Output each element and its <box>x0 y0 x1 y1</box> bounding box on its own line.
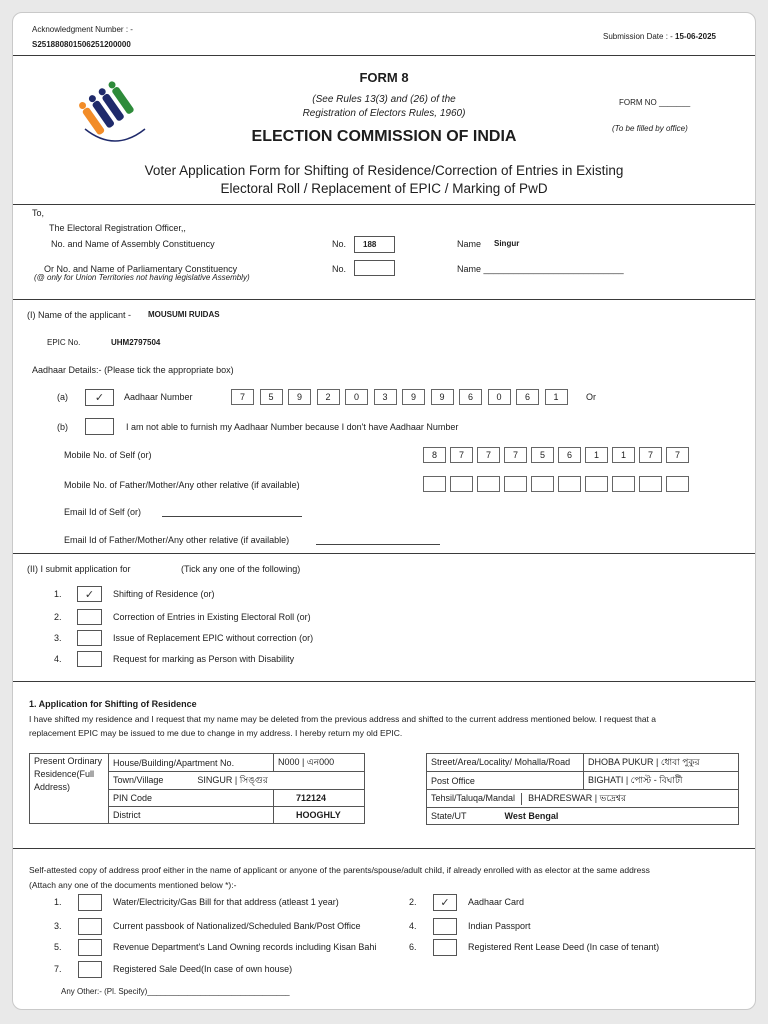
digit-cell[interactable] <box>666 476 689 492</box>
mobile-relative-label: Mobile No. of Father/Mother/Any other relative (if available) <box>64 480 300 490</box>
doc-checkbox[interactable] <box>78 961 102 978</box>
pin-value: 712124 <box>274 790 365 807</box>
doc-number: 7. <box>54 964 62 974</box>
option-a-label: (a) <box>57 392 68 402</box>
no-aadhaar-checkbox[interactable] <box>85 418 114 435</box>
digit-cell[interactable]: 1 <box>545 389 568 405</box>
form-title: FORM 8 <box>359 70 409 85</box>
present-residence-label: Present Ordinary Residence(Full Address) <box>30 754 109 824</box>
aadhaar-details-label: Aadhaar Details:- (Please tick the appropriate box) <box>32 365 234 375</box>
doc-label: Current passbook of Nationalized/Scheduled Bank/Post Office <box>113 921 361 931</box>
doc-label: Registered Sale Deed(In case of own house) <box>113 964 293 974</box>
house-value: N000 | এন000 <box>274 754 365 772</box>
digit-cell[interactable] <box>585 476 608 492</box>
digit-cell[interactable]: 7 <box>666 447 689 463</box>
proof-line1: Self-attested copy of address proof either in the name of applicant or anyone of the parents/spouse/adult child, if already enrolled with as elector at the same address <box>29 865 650 875</box>
digit-cell[interactable]: 8 <box>423 447 446 463</box>
doc-number: 3. <box>54 921 62 931</box>
epic-label: EPIC No. <box>47 338 81 347</box>
option-b-label: (b) <box>57 422 68 432</box>
epic-number: UHM2797504 <box>111 338 161 347</box>
or-label: Or <box>586 392 596 402</box>
submit-option-checkbox[interactable] <box>77 651 102 667</box>
doc-label: Registered Rent Lease Deed (In case of tenant) <box>468 942 660 952</box>
submit-heading: (II) I submit application for <box>27 564 131 574</box>
digit-cell[interactable]: 5 <box>260 389 283 405</box>
tehsil-row: Tehsil/Taluqa/Mandal BHADRESWAR | ভদ্রেশ্বর <box>427 790 739 808</box>
doc-label: Water/Electricity/Gas Bill for that address (atleast 1 year) <box>113 897 339 907</box>
doc-checkbox[interactable] <box>433 939 457 956</box>
submit-option-checkbox[interactable] <box>77 609 102 625</box>
doc-number: 6. <box>409 942 417 952</box>
to-label: To, <box>32 208 45 218</box>
subject-line2: Electoral Roll / Replacement of EPIC / Marking of PwD <box>220 181 548 196</box>
shifting-para-line2: replacement EPIC may be issued to me due to change in my address. I hereby return my old EPIC. <box>29 728 403 738</box>
filled-by-office: (To be filled by office) <box>612 124 688 133</box>
divider <box>13 681 755 682</box>
mobile-self-label: Mobile No. of Self (or) <box>64 450 152 460</box>
po-value: BIGHATI | পোস্ট - বিঘাটী <box>584 772 739 790</box>
any-other-label: Any Other:- (Pl. Specify)________________________________ <box>61 987 290 996</box>
submit-option-checkbox[interactable] <box>77 586 102 602</box>
digit-cell[interactable]: 7 <box>477 447 500 463</box>
digit-cell[interactable]: 7 <box>450 447 473 463</box>
address-table-right <box>426 753 739 825</box>
form-page <box>12 12 756 1010</box>
assembly-label: No. and Name of Assembly Constituency <box>51 239 215 249</box>
digit-cell[interactable]: 7 <box>639 447 662 463</box>
doc-checkbox[interactable] <box>78 894 102 911</box>
submission-date: Submission Date : - 15-06-2025 <box>603 32 716 41</box>
submit-option-label: Correction of Entries in Existing Electoral Roll (or) <box>113 612 311 622</box>
submit-option-checkbox[interactable] <box>77 630 102 646</box>
assembly-no-field[interactable]: 188 <box>354 236 395 253</box>
doc-number: 1. <box>54 897 62 907</box>
doc-checkbox[interactable] <box>78 918 102 935</box>
email-self-field[interactable] <box>162 516 302 517</box>
digit-cell[interactable]: 1 <box>585 447 608 463</box>
parliamentary-note: (@ only for Union Territories not having legislative Assembly) <box>34 273 250 282</box>
subject-line1: Voter Application Form for Shifting of Residence/Correction of Entries in Existing <box>144 163 624 178</box>
digit-cell[interactable] <box>639 476 662 492</box>
ack-label: Acknowledgment Number : - <box>32 25 133 34</box>
divider <box>13 299 755 300</box>
officer-label: The Electoral Registration Officer,, <box>49 223 186 233</box>
doc-number: 5. <box>54 942 62 952</box>
ack-number: S251880801506251200000 <box>32 40 131 49</box>
divider <box>13 204 755 205</box>
check-icon: ✓ <box>94 392 105 404</box>
divider <box>13 553 755 554</box>
digit-cell[interactable]: 6 <box>516 389 539 405</box>
street-label: Street/Area/Locality/ Mohalla/Road <box>427 754 584 772</box>
check-icon: ✓ <box>84 589 95 601</box>
doc-label: Revenue Department's Land Owning records including Kisan Bahi <box>113 942 377 952</box>
parliamentary-label: Or No. and Name of Parliamentary Constituency <box>44 264 238 274</box>
state-row: State/UT West Bengal <box>427 808 739 825</box>
digit-cell[interactable]: 0 <box>345 389 368 405</box>
form-no-label: FORM NO _______ <box>619 98 691 107</box>
doc-label: Aadhaar Card <box>468 897 525 907</box>
digit-cell[interactable]: 6 <box>558 447 581 463</box>
digit-cell[interactable]: 9 <box>431 389 454 405</box>
digit-cell[interactable]: 3 <box>374 389 397 405</box>
option-number: 2. <box>54 612 62 622</box>
email-relative-label: Email Id of Father/Mother/Any other relative (if available) <box>64 535 290 545</box>
digit-cell[interactable]: 0 <box>488 389 511 405</box>
no-aadhaar-label: I am not able to furnish my Aadhaar Number because I don't have Aadhaar Number <box>126 422 459 432</box>
digit-cell[interactable]: 7 <box>231 389 254 405</box>
option-number: 3. <box>54 633 62 643</box>
doc-number: 2. <box>409 897 417 907</box>
house-label: House/Building/Apartment No. <box>109 754 274 772</box>
submit-option-label: Shifting of Residence (or) <box>113 589 215 599</box>
doc-checkbox[interactable] <box>433 894 457 911</box>
doc-number: 4. <box>409 921 417 931</box>
doc-label: Indian Passport <box>468 921 531 931</box>
district-value: HOOGHLY <box>274 807 365 824</box>
rules-line2: Registration of Electors Rules, 1960) <box>302 108 466 119</box>
digit-cell[interactable]: 7 <box>504 447 527 463</box>
rules-line1: (See Rules 13(3) and (26) of the <box>312 94 456 105</box>
digit-cell[interactable]: 1 <box>612 447 635 463</box>
digit-cell[interactable]: 9 <box>402 389 425 405</box>
submit-option-label: Request for marking as Person with Disability <box>113 654 295 664</box>
name-label: Name <box>457 239 482 249</box>
applicant-name-label: (I) Name of the applicant - <box>27 310 132 320</box>
address-table-left <box>29 753 365 824</box>
pin-label: PIN Code <box>109 790 274 807</box>
divider <box>13 848 755 849</box>
commission-title: ELECTION COMMISSION OF INDIA <box>251 128 517 145</box>
proof-line2: (Attach any one of the documents mentioned below *):- <box>29 880 237 890</box>
submit-option-label: Issue of Replacement EPIC without correction (or) <box>113 633 314 643</box>
parliamentary-name-line: Name ____________________________ <box>457 264 624 274</box>
divider <box>13 55 755 56</box>
digit-cell[interactable]: 9 <box>288 389 311 405</box>
option-number: 1. <box>54 589 62 599</box>
aadhaar-checkbox[interactable] <box>85 389 114 406</box>
parliamentary-no-field[interactable] <box>354 260 395 276</box>
digit-cell[interactable]: 5 <box>531 447 554 463</box>
no-label-2: No. <box>332 264 347 274</box>
digit-cell[interactable]: 6 <box>459 389 482 405</box>
street-value: DHOBA PUKUR | ধোবা পুকুর <box>584 754 739 772</box>
digit-cell[interactable] <box>504 476 527 492</box>
digit-cell[interactable] <box>612 476 635 492</box>
doc-checkbox[interactable] <box>433 918 457 935</box>
digit-cell[interactable] <box>558 476 581 492</box>
aadhaar-number-label: Aadhaar Number <box>124 392 193 402</box>
digit-cell[interactable] <box>423 476 446 492</box>
submit-hint: (Tick any one of the following) <box>181 564 301 574</box>
town-row: Town/Village SINGUR | সিঙ্গুর <box>109 772 365 790</box>
applicant-name: MOUSUMI RUIDAS <box>148 310 220 319</box>
digit-cell[interactable] <box>450 476 473 492</box>
email-relative-field[interactable] <box>316 544 440 545</box>
option-number: 4. <box>54 654 62 664</box>
shifting-para-line1: I have shifted my residence and I request that my name may be deleted from the previous address and shifted to the current address mentioned below. I request that a <box>29 714 656 724</box>
po-label: Post Office <box>427 772 584 790</box>
doc-checkbox[interactable] <box>78 939 102 956</box>
email-self-label: Email Id of Self (or) <box>64 507 142 517</box>
check-icon: ✓ <box>440 897 450 909</box>
digit-cell[interactable] <box>531 476 554 492</box>
digit-cell[interactable]: 2 <box>317 389 340 405</box>
district-label: District <box>109 807 274 824</box>
assembly-name: Singur <box>494 239 520 248</box>
shifting-heading: 1. Application for Shifting of Residence <box>29 699 197 709</box>
no-label: No. <box>332 239 347 249</box>
digit-cell[interactable] <box>477 476 500 492</box>
